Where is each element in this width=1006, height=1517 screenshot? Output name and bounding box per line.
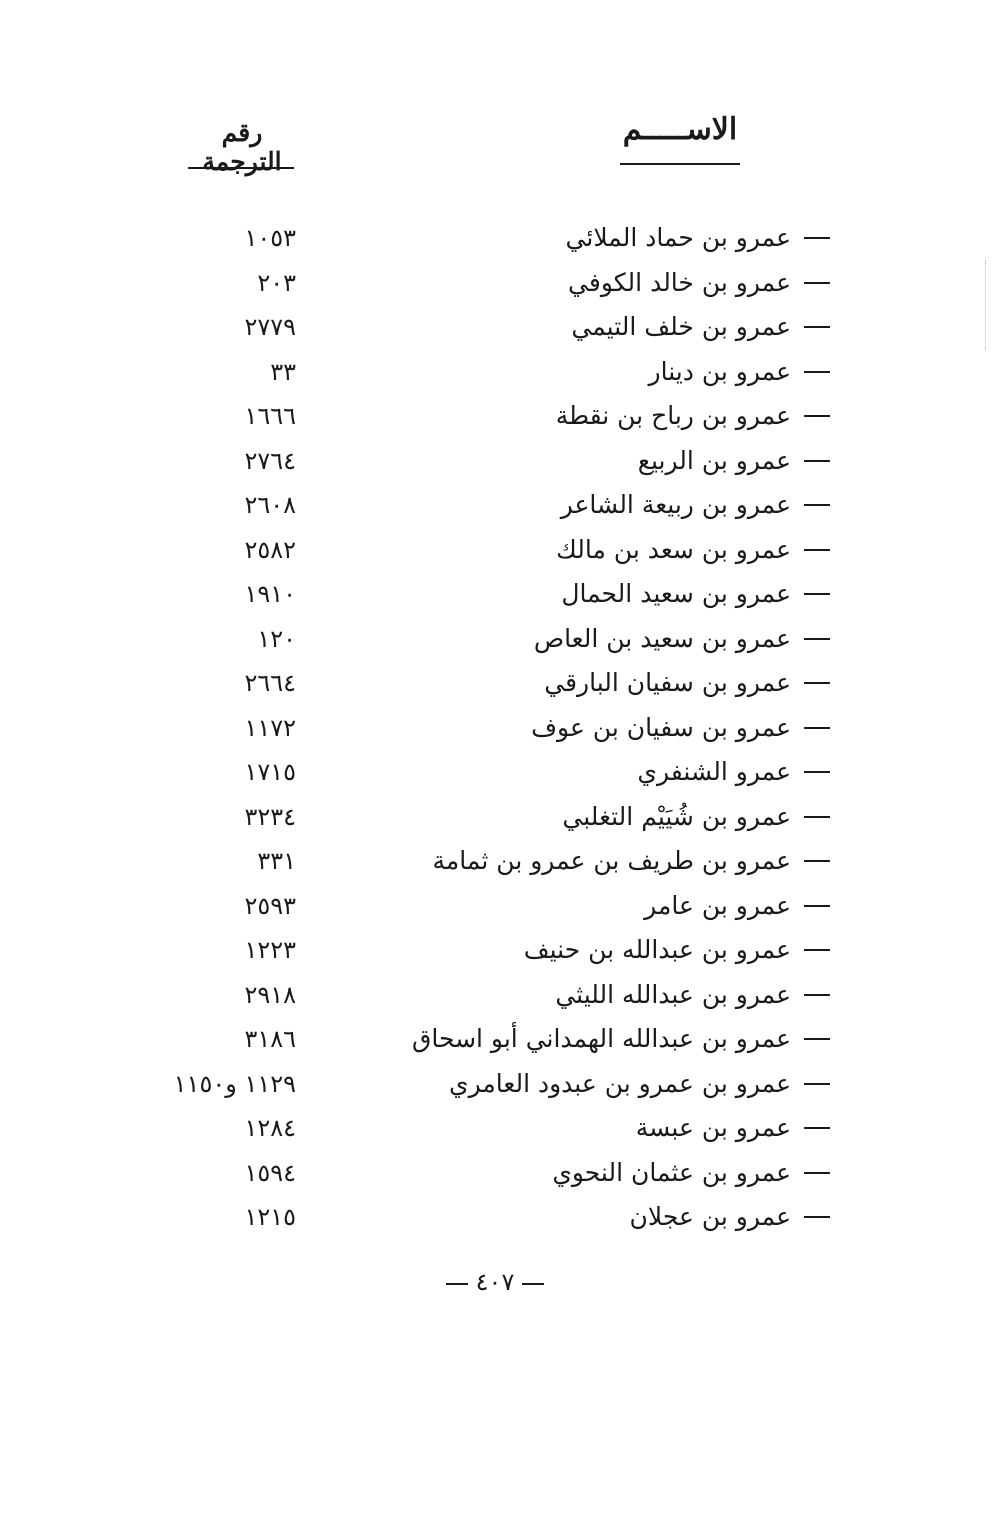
entry-dash — [804, 638, 830, 640]
entry-name: عمرو بن عجلان — [629, 1202, 791, 1231]
entry-number: ١١٧٢ — [244, 713, 296, 742]
entry-dash — [804, 727, 830, 729]
entry-name: عمرو بن عبدالله بن حنيف — [523, 935, 791, 964]
entry-name: عمرو بن شُيَيْم التغلبي — [562, 801, 791, 831]
index-list — [0, 218, 1006, 1242]
entry-number: ٣٢٣٤ — [244, 802, 296, 831]
index-row — [0, 975, 1006, 1020]
index-row — [0, 218, 1006, 263]
footer-dash-left — [446, 1283, 468, 1285]
entry-dash — [804, 237, 830, 239]
index-row — [0, 1108, 1006, 1153]
index-row — [0, 441, 1006, 486]
entry-name: عمرو بن عبدالله الليثي — [555, 979, 791, 1009]
index-row — [0, 841, 1006, 886]
entry-number: ٢٥٨٢ — [244, 535, 296, 564]
entry-name: عمرو بن سفيان البارقي — [544, 668, 791, 697]
entry-dash — [804, 1172, 830, 1174]
entry-dash — [804, 771, 830, 773]
name-header-underline — [620, 163, 740, 165]
entry-number: ٢٩١٨ — [244, 980, 296, 1009]
entry-dash — [804, 1216, 830, 1218]
index-row — [0, 530, 1006, 575]
entry-number: ١٩١٠ — [244, 580, 296, 608]
entry-number: ١٢٠ — [257, 624, 296, 653]
entry-name: عمرو بن عامر — [644, 890, 791, 920]
entry-number: ٢٧٦٤ — [244, 446, 296, 475]
entry-dash — [804, 905, 830, 907]
entry-name: عمرو بن رباح بن نقطة — [555, 401, 791, 430]
footer-dash-right — [522, 1283, 544, 1285]
entry-name: عمرو بن عبسة — [635, 1113, 791, 1142]
entry-name: عمرو بن خلف التيمي — [571, 312, 791, 341]
index-row — [0, 1019, 1006, 1064]
index-row — [0, 1153, 1006, 1198]
entry-number: ٣٣١ — [257, 847, 296, 875]
entry-number: ٢٦٠٨ — [244, 491, 296, 519]
index-row — [0, 574, 1006, 619]
index-row — [0, 1064, 1006, 1109]
index-row — [0, 396, 1006, 441]
number-column-header: رقم الترجمة — [202, 118, 282, 176]
entry-dash — [804, 1038, 830, 1040]
entry-name: عمرو الشنفري — [637, 757, 791, 786]
entry-name: عمرو بن ربيعة الشاعر — [560, 490, 791, 519]
entry-name: عمرو بن الربيع — [637, 445, 791, 475]
entry-number: ٢٠٣ — [257, 268, 296, 297]
index-row — [0, 708, 1006, 753]
entry-name: عمرو بن خالد الكوفي — [568, 267, 791, 297]
entry-number: ٣٣ — [270, 357, 296, 386]
entry-name: عمرو بن عثمان النحوي — [552, 1157, 791, 1187]
index-row — [0, 663, 1006, 708]
entry-dash — [804, 549, 830, 551]
entry-dash — [804, 816, 830, 818]
entry-number: ١٥٩٤ — [244, 1158, 296, 1187]
entry-dash — [804, 593, 830, 595]
entry-dash — [804, 994, 830, 996]
entry-number: ١٢١٥ — [244, 1203, 296, 1231]
entry-number: ١٧١٥ — [244, 758, 296, 786]
index-row — [0, 307, 1006, 352]
index-row — [0, 485, 1006, 530]
index-row — [0, 263, 1006, 308]
entry-dash — [804, 326, 830, 328]
entry-number: ١٢٨٤ — [244, 1114, 296, 1142]
entry-dash — [804, 282, 830, 284]
entry-number: ١٢٢٣ — [244, 936, 296, 964]
entry-dash — [804, 860, 830, 862]
entry-number: ١١٢٩ و١١٥٠ — [173, 1069, 296, 1098]
index-row — [0, 1197, 1006, 1242]
name-column-header: الاســـــم — [622, 112, 738, 147]
index-row — [0, 752, 1006, 797]
entry-name: عمرو بن سفيان بن عوف — [531, 712, 791, 742]
entry-dash — [804, 504, 830, 506]
entry-dash — [804, 682, 830, 684]
entry-dash — [804, 415, 830, 417]
index-row — [0, 930, 1006, 975]
entry-number: ٢٧٧٩ — [244, 313, 296, 341]
entry-dash — [804, 1083, 830, 1085]
entry-number: ٢٥٩٣ — [244, 891, 296, 920]
entry-name: عمرو بن عبدالله الهمداني أبو اسحاق — [411, 1024, 791, 1053]
index-row — [0, 619, 1006, 664]
entry-name: عمرو بن حماد الملائي — [565, 223, 791, 252]
entry-name: عمرو بن طريف بن عمرو بن ثمامة — [432, 846, 791, 875]
index-row — [0, 797, 1006, 842]
index-row — [0, 886, 1006, 931]
page-number-footer — [420, 1268, 570, 1296]
entry-name: عمرو بن سعيد بن العاص — [533, 623, 791, 653]
entry-dash — [804, 371, 830, 373]
number-header-underline — [188, 167, 294, 169]
page-number: ٤٠٧ — [475, 1268, 515, 1296]
entry-name: عمرو بن سعيد الحمال — [561, 579, 791, 608]
entry-number: ٣١٨٦ — [244, 1025, 296, 1053]
entry-number: ١٠٥٣ — [244, 224, 296, 252]
entry-number: ١٦٦٦ — [244, 402, 296, 430]
entry-name: عمرو بن دينار — [648, 356, 791, 386]
entry-dash — [804, 949, 830, 951]
entry-number: ٢٦٦٤ — [244, 669, 296, 697]
entry-dash — [804, 460, 830, 462]
index-row — [0, 352, 1006, 397]
entry-name: عمرو بن سعد بن مالك — [556, 534, 791, 564]
scan-edge-mark — [985, 260, 987, 350]
entry-dash — [804, 1127, 830, 1129]
entry-name: عمرو بن عمرو بن عبدود العامري — [449, 1068, 791, 1098]
